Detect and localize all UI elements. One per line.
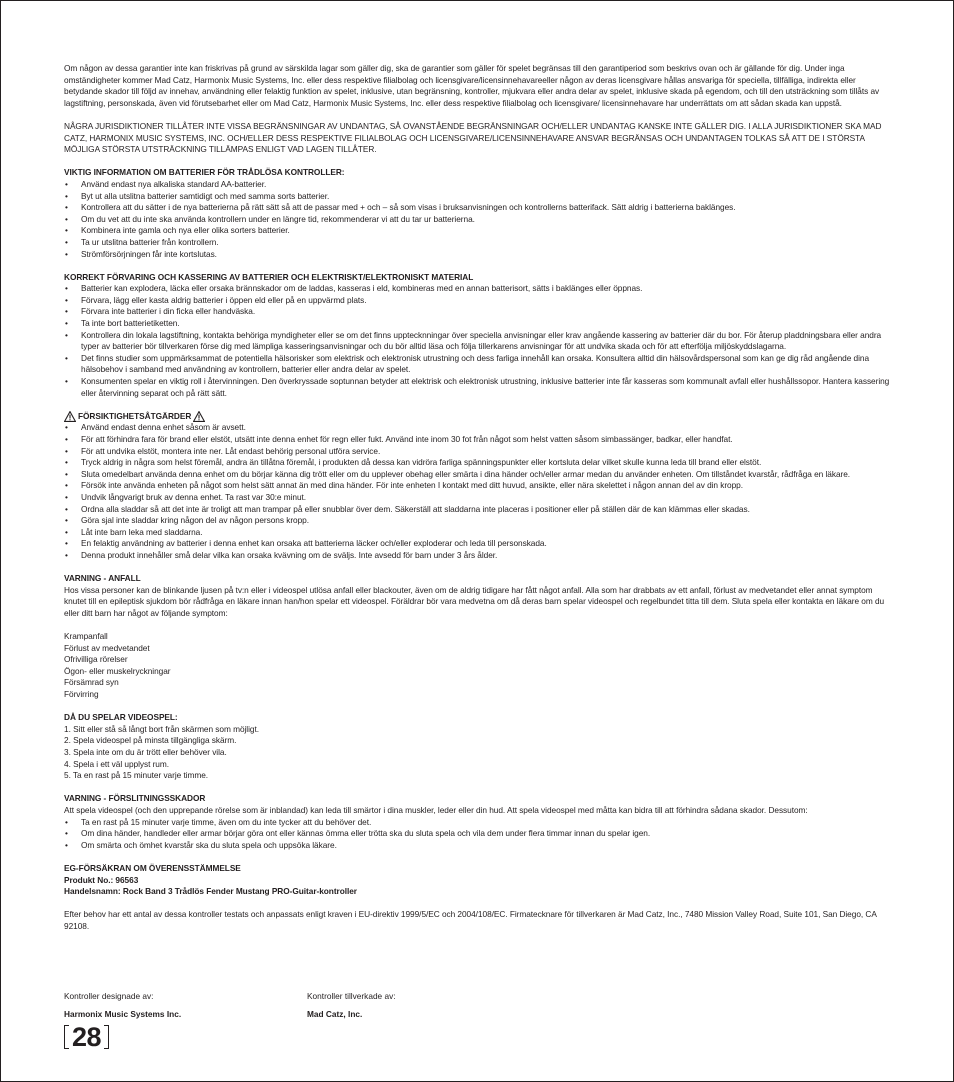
warning-triangle-icon	[193, 411, 205, 422]
battery-heading: VIKTIG INFORMATION OM BATTERIER FÖR TRÅDLÖSA KONTROLLER:	[64, 167, 345, 178]
list-item: • Batterier kan explodera, läcka eller orsaka brännskador om de laddas, kasseras i eld, kombineras med en annan batterisort, sätts i baklänges eller öppnas.	[64, 283, 892, 295]
precautions-heading-text: FÖRSIKTIGHETSÅTGÄRDER	[78, 410, 192, 421]
list-item: • Om du vet att du inte ska använda kontrollern under en längre tid, rekommenderar vi att du tar ur batterierna.	[64, 214, 892, 226]
list-item: • För att förhindra fara för brand eller elstöt, utsätt inte denna enhet för regn eller fukt. Använd inte inom 30 fot från något som helst vatten såsom simbassänger, badkar, eller handfat.	[64, 434, 892, 446]
ec-heading: EG-FÖRSÄKRAN OM ÖVERENSSTÄMMELSE	[64, 862, 241, 873]
list-item: Krampanfall	[64, 631, 108, 642]
page-number	[64, 1023, 109, 1051]
list-item: Ofrivilliga rörelser	[64, 654, 128, 665]
list-item: • Kontrollera att du sätter i de nya batterierna på rätt sätt så att de passar med + och – så som visas i bruksanvisningen och kontrollerns batterifack. Sätt aldrig i batterierna baklänges.	[64, 202, 892, 214]
designed-by-label: Kontroller designade av:	[64, 991, 154, 1001]
list-item: • Ordna alla sladdar så att det inte är troligt att man trampar på eller snubblar över dem. Säkerställ att sladdarna inte placeras i positioner eller på ställen där de kan klämmas eller skadas.	[64, 504, 892, 516]
list-item: Försämrad syn	[64, 677, 119, 688]
made-by-company: Mad Catz, Inc.	[307, 1009, 363, 1019]
list-item: 2. Spela videospel på minsta tillgängliga skärm.	[64, 735, 237, 746]
precautions-list	[64, 422, 892, 561]
designed-by-company: Harmonix Music Systems Inc.	[64, 1009, 182, 1019]
list-item: • Konsumenten spelar en viktig roll i återvinningen. Den överkryssade soptunnan betyder att elektrisk och elektronisk utrustning, inklusive batterier inte får kasseras som kommunalt avfall eller hushållssopor. Hantera kassering eller återvinning separat och på rätt sätt.	[64, 376, 892, 399]
list-item: • Sluta omedelbart använda denna enhet om du börjar känna dig trött eller om du upplever obehag eller smärta i dina händer och/eller armar medan du använder enheten. Om tillståndet kvarstår, rådfråga en läkare.	[64, 469, 892, 481]
list-item: Förlust av medvetandet	[64, 642, 150, 653]
ec-product-number: Produkt No.: 96563	[64, 874, 139, 885]
list-item: • För att undvika elstöt, montera inte ner. Låt endast behörig personal utföra service.	[64, 446, 892, 458]
seizure-heading: VARNING - ANFALL	[64, 573, 141, 584]
list-item: • Låt inte barn leka med sladdarna.	[64, 527, 892, 539]
page-number-text: 28	[72, 1022, 102, 1052]
list-item: • Tryck aldrig in några som helst föremål, andra än tillåtna föremål, i produkten då dessa kan vidröra farliga spänningspunkter eller kortsluta delar vilket skulle kunna leda till brand eller elstöt.	[64, 457, 892, 469]
warranty-paragraph: Om någon av dessa garantier inte kan friskrivas på grund av särskilda lagar som gäller dig, ska de garantier som gäller för spelet begränsas till den garantiperiod som beskrivs ovan och är gällande för dig. Under inga omständigheter kommer Mad Catz, Harmonix Music Systems, Inc. eller dess respektive filialbolag och licensgivare/licensinnehavareeller någon av deras licensgivare hållas ansvariga för speciella, tillfälliga, indirekta eller betydande skador till följd av innehav, användning eller felaktig funktion av spelet, inklusive, utan begränsning, kontroller, mjukvara eller andra delar av spelet, inklusive skada på egendom, och till den utsträckning som tillåts av lagstiftning, personskada, även vid förutsebarhet eller om Mad Catz, Harmonix Music Systems, Inc. eller dess respektive filialbolag och licensgivare/ licensinnehavare har underrättats om att sådan skada kan uppstå.	[64, 63, 880, 108]
jurisdiction-paragraph: NÅGRA JURISDIKTIONER TILLÅTER INTE VISSA BEGRÄNSNINGAR AV UNDANTAG, SÅ OVANSTÅENDE BEGRÄNSNINGAR OCH/ELLER UNDANTAG KANSKE INTE GÄLLER DIG. I ALLA JURISDIKTIONER SKA MAD CATZ, HARMONIX MUSIC SYSTEMS, INC. OCH/ELLER DESS RESPEKTIVE FILIALBOLAG OCH LICENSGIVARE/LICENSINNEHAVARE ANSVAR BEGRÄNSAS OCH UNDANTAGEN TOLKAS SÅ ATT DE I STÖRSTA MÖJLIGA STÖRSTA UTSTRÄCKNING TILLÄMPAS ENLIGT VAD LAGEN TILLÅTER.	[64, 120, 882, 155]
disposal-list	[64, 283, 892, 399]
list-item: Ögon- eller muskelryckningar	[64, 665, 171, 676]
list-item: • Kontrollera din lokala lagstiftning, kontakta behöriga myndigheter eller se om det finns upptecknningar över speciella anvisningar eller krav angående kassering av batterier där du bor. För återup pladdningsbara eller andra typer av batterier bör tillverkaren förse dig med lämpliga kasseringsanvisningar och du bör alltid läsa och följa tillerkarens anvisningar för att undvika skada och för att efterfölja miljöskyddslagarna.	[64, 330, 892, 353]
list-item: • Det finns studier som uppmärksammat de potentiella hälsorisker som elektrisk och elektronisk utrustning och dess farliga innehåll kan orsaka. Konsultera alltid din hälsovårdspersonal som kan ge dig råd angående dina hälsobehov i samband med användning av kontrollern, batterier eller andra delar av spelet.	[64, 353, 892, 376]
list-item: • Om smärta och ömhet kvarstår ska du sluta spela och uppsöka läkare.	[64, 840, 892, 852]
seizure-paragraph: Hos vissa personer kan de blinkande ljusen på tv:n eller i videospel utlösa anfall eller blackouter, även om de aldrig tidigare har fått något anfall. Alla som har drabbats av ett anfall, förlust av medvetandet eller annat symptom knutet till en epileptisk sjukdom bör rådfråga en läkare innan han/hon spelar ett videospel. Föräldrar bör vara medvetna om då deras barn spelar videospel och regelbundet titta till dem. Sluta spela eller kontakta en läkare om du eller ditt barn har något av följande symptom:	[64, 584, 885, 618]
playing-list	[64, 724, 892, 782]
list-item: • Denna produkt innehåller små delar vilka kan orsaka kvävning om de sväljs. Inte avsedd för barn under 3 års ålder.	[64, 550, 892, 562]
list-item: • Undvik långvarigt bruk av denna enhet. Ta rast var 30:e minut.	[64, 492, 892, 504]
list-item: • Försök inte använda enheten på något som helst sätt annat än med dina händer. För inte enheten I kontakt med ditt huvud, ansikte, eller nära skelettet i någon annan del av din kropp.	[64, 480, 892, 492]
battery-list	[64, 179, 892, 260]
list-item: 3. Spela inte om du är trött eller behöver vila.	[64, 747, 227, 758]
list-item: • Kombinera inte gamla och nya eller olika sorters batterier.	[64, 225, 892, 237]
list-item: • Förvara inte batterier i din ficka eller handväska.	[64, 306, 892, 318]
list-item: 4. Spela i ett väl upplyst rum.	[64, 758, 169, 769]
list-item: • Använd endast nya alkaliska standard AA-batterier.	[64, 179, 892, 191]
playing-heading: DÅ DU SPELAR VIDEOSPEL:	[64, 712, 178, 723]
list-item: • Förvara, lägg eller kasta aldrig batterier i öppen eld eller på en uppvärmd plats.	[64, 295, 892, 307]
list-item: • Ta en rast på 15 minuter varje timme, även om du inte tycker att du behöver det.	[64, 817, 892, 829]
list-item: • Byt ut alla utslitna batterier samtidigt och med samma sorts batterier.	[64, 191, 892, 203]
list-item: • Använd endast denna enhet såsom är avsett.	[64, 422, 892, 434]
strain-paragraph: Att spela videospel (och den upprepande rörelse som är inblandad) kan leda till smärtor i dina muskler, leder eller din hud. Att spela videospel med måtta kan bidra till att förhindra sådana skador. Dessutom:	[64, 805, 808, 815]
ec-paragraph: Efter behov har ett antal av dessa kontroller testats och anpassats enligt kraven i EU-direktiv 1999/5/EC och 2004/108/EC. Firmatecknare för tillverkaren är Mad Catz, Inc., 7480 Mission Valley Road, Suite 101, San Diego, CA 92108.	[64, 909, 877, 931]
ec-trade-name: Handelsnamn: Rock Band 3 Trådlös Fender Mustang PRO-Guitar-kontroller	[64, 886, 357, 897]
precautions-heading	[64, 411, 892, 423]
made-by-column	[307, 991, 396, 1019]
list-item: • Ta inte bort batterietiketten.	[64, 318, 892, 330]
designed-by-column	[64, 991, 182, 1019]
list-item: • En felaktig användning av batterier i denna enhet kan orsaka att batterierna läcker och/eller exploderar och leda till personskada.	[64, 538, 892, 550]
warning-triangle-icon	[64, 411, 76, 422]
strain-heading: VARNING - FÖRSLITNINGSSKADOR	[64, 793, 206, 804]
list-item: • Ta ur utslitna batterier från kontrollern.	[64, 237, 892, 249]
made-by-label: Kontroller tillverkade av:	[307, 991, 396, 1001]
page-body	[64, 63, 892, 933]
symptom-list	[64, 631, 892, 701]
list-item: • Om dina händer, handleder eller armar börjar göra ont eller kännas ömma eller trötta ska du sluta spela och vila dem under flera timmar innan du spelar igen.	[64, 828, 892, 840]
list-item: Förvirring	[64, 689, 99, 700]
list-item: • Strömförsörjningen får inte kortslutas.	[64, 249, 892, 261]
list-item: 5. Ta en rast på 15 minuter varje timme.	[64, 770, 209, 781]
strain-list	[64, 817, 892, 852]
disposal-heading: KORREKT FÖRVARING OCH KASSERING AV BATTERIER OCH ELEKTRISKT/ELEKTRONISKT MATERIAL	[64, 271, 474, 282]
list-item: 1. Sitt eller stå så långt bort från skärmen som möjligt.	[64, 723, 259, 734]
list-item: • Göra sjal inte sladdar kring någon del av någon persons kropp.	[64, 515, 892, 527]
right-bracket	[104, 1025, 109, 1049]
